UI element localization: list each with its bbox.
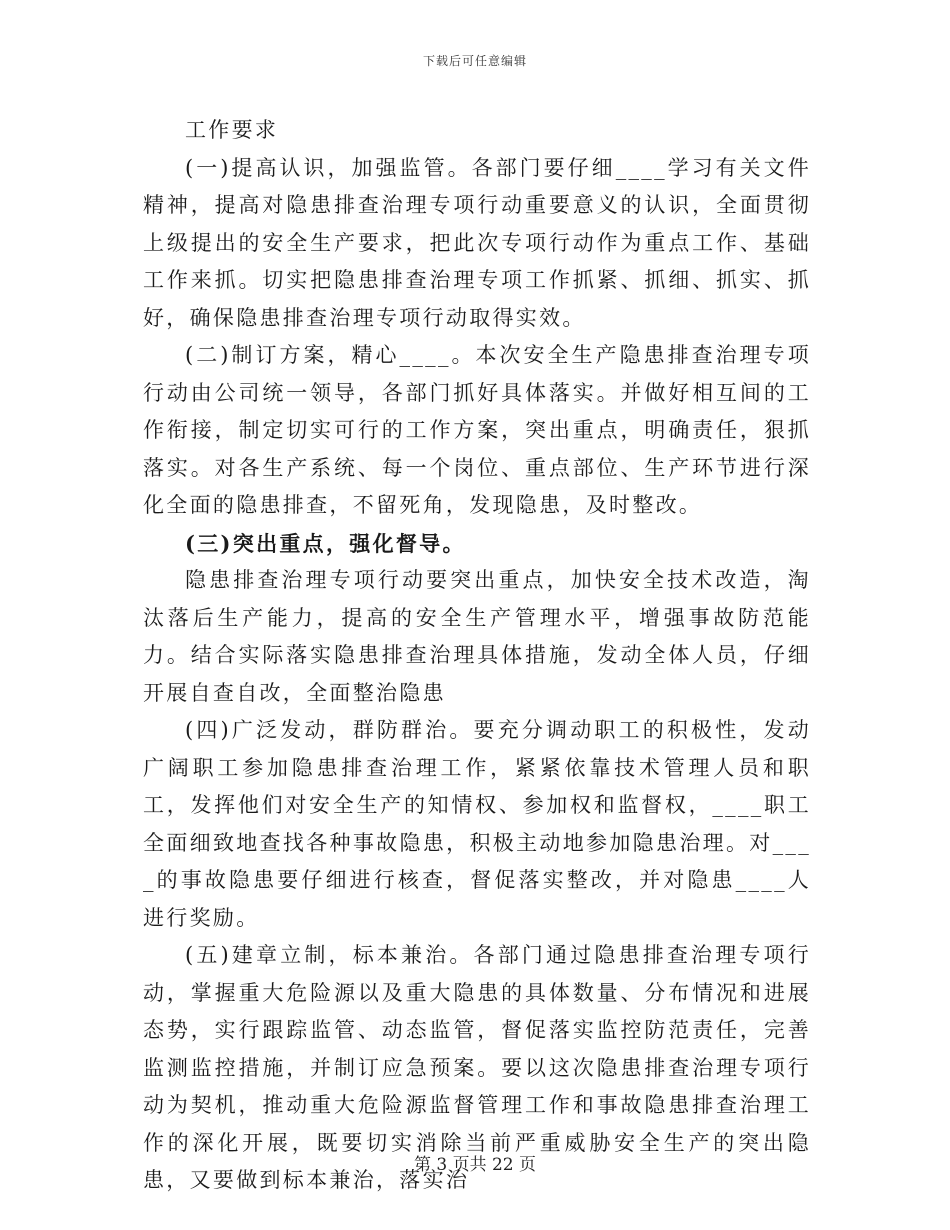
paragraph-section-4: (四)广泛发动，群防群治。要充分调动职工的积极性，发动广阔职工参加隐患排查治理工作，紧紧依靠技术管理人员和职工，发挥他们对安全生产的知情权、参加权和监督权，____职工全面细致地查找各种事故隐患，积极主动地参加隐患治理。对____的事故隐患要仔细进行核查，督促落实整改，并对隐患____人进行奖励。 (143, 718, 811, 930)
page-header-note: 下载后可任意编辑 (422, 54, 527, 68)
paragraph-section-5: (五)建章立制，标本兼治。各部门通过隐患排查治理专项行动，掌握重大危险源以及重大隐患的具体数量、分布情况和进展态势，实行跟踪监管、动态监管，督促落实监控防范责任，完善监测监控措施，并制订应急预案。要以这次隐患排查治理专项行动为契机，推动重大危险源监督管理工作和事故隐患排查治理工作的深化开展，既要切实消除当前严重威胁安全生产的突出隐患，又要做到标本兼治，落实治 (143, 943, 811, 1192)
page-number: 第 3 页共 22 页 (413, 1155, 537, 1175)
paragraph-section-3-heading: (三)突出重点，强化督导。 (185, 530, 466, 556)
paragraph-section-3-body: 隐患排查治理专项行动要突出重点，加快安全技术改造，淘汰落后生产能力，提高的安全生产管理水平，增强事故防范能力。结合实际落实隐患排查治理具体措施，发动全体人员，仔细开展自查自改，全面整治隐患 (143, 568, 811, 705)
paragraph-heading: 工作要求 (185, 118, 279, 142)
paragraph-section-1: (一)提高认识，加强监管。各部门要仔细____学习有关文件精神，提高对隐患排查治理专项行动重要意义的认识，全面贯彻上级提出的安全生产要求，把此次专项行动作为重点工作、基础工作来抓。切实把隐患排查治理专项工作抓紧、抓细、抓实、抓好，确保隐患排查治理专项行动取得实效。 (143, 155, 811, 330)
paragraph-section-2: (二)制订方案，精心____。本次安全生产隐患排查治理专项行动由公司统一领导，各部门抓好具体落实。并做好相互间的工作衔接，制定切实可行的工作方案，突出重点，明确责任，狠抓落实。对各生产系统、每一个岗位、重点部位、生产环节进行深化全面的隐患排查，不留死角，发现隐患，及时整改。 (143, 343, 811, 517)
document-body (143, 112, 811, 1200)
